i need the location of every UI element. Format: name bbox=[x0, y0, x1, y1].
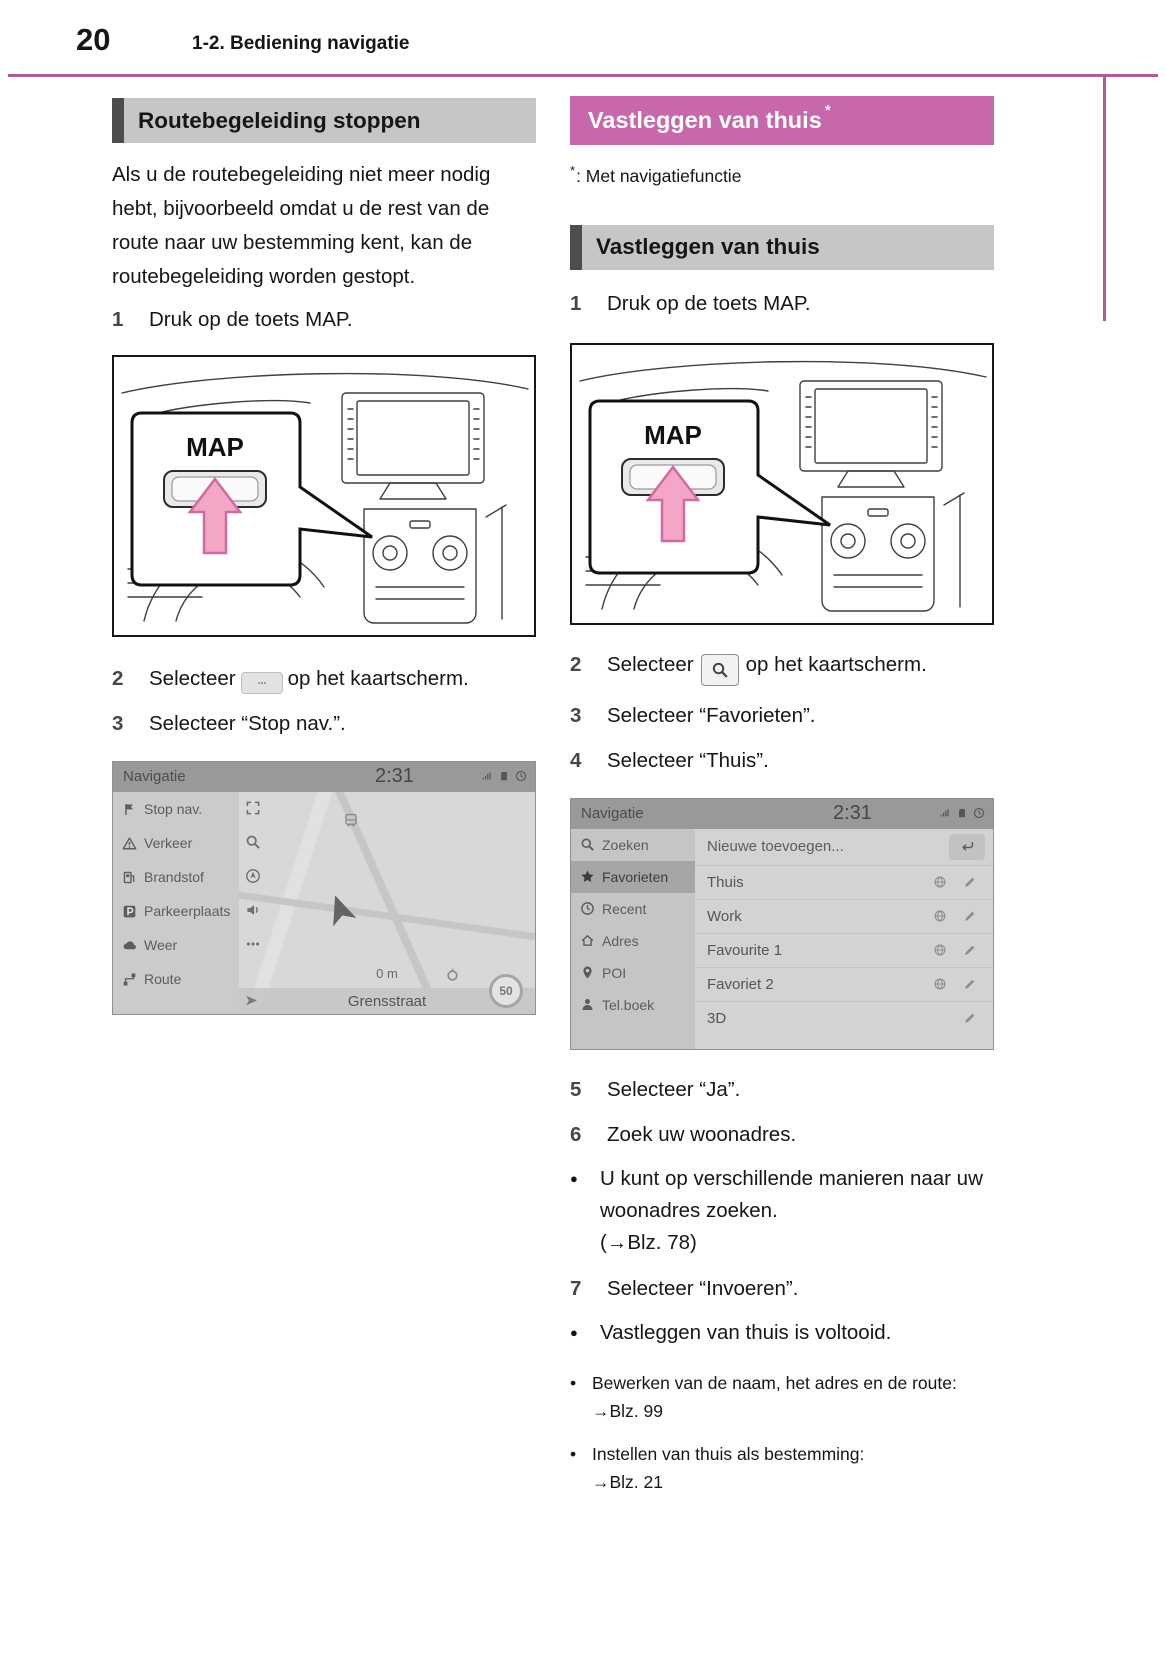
step-number: 4 bbox=[570, 748, 582, 772]
note-bewerken bbox=[570, 1369, 994, 1425]
step-number: 2 bbox=[570, 652, 582, 676]
footnote-text: : Met navigatiefunctie bbox=[576, 165, 742, 186]
menu-label: Tel.boek bbox=[602, 996, 655, 1013]
bullet-dot: ● bbox=[570, 1324, 578, 1340]
favorite-row-3d bbox=[695, 1001, 993, 1035]
pencil-icon bbox=[963, 943, 977, 957]
menu-item-telboek bbox=[571, 989, 695, 1021]
heading-vastleggen-van-thuis bbox=[570, 225, 994, 270]
signal-icon bbox=[939, 807, 951, 819]
menu-label: Zoeken bbox=[602, 836, 649, 853]
menu-label: Parkeerplaats bbox=[144, 903, 231, 919]
dashboard-illustration-right bbox=[570, 343, 994, 625]
return-arrow-icon bbox=[960, 839, 975, 854]
heading-text: Vastleggen van thuis bbox=[588, 107, 822, 133]
direction-arrow-icon bbox=[245, 994, 258, 1007]
step-1-right bbox=[570, 288, 994, 319]
step-text: Selecteer “Stop nav.”. bbox=[149, 712, 346, 735]
step-text: Selecteer “Thuis”. bbox=[607, 748, 769, 772]
note-text: Bewerken van de naam, het adres en de route: →Blz. 99 bbox=[592, 1372, 957, 1421]
favorite-label: Favourite 1 bbox=[707, 941, 783, 959]
bullet-text: Vastleggen van thuis is voltooid. bbox=[600, 1320, 892, 1344]
route-icon bbox=[122, 972, 137, 987]
step-text-pre: Selecteer bbox=[607, 652, 694, 676]
favorites-side-menu bbox=[571, 829, 695, 1049]
map-key-label: MAP bbox=[186, 432, 244, 462]
step-2-right bbox=[570, 649, 994, 686]
menu-item-poi bbox=[571, 957, 695, 989]
panel-header-label: Nieuwe toevoegen... bbox=[707, 838, 844, 856]
speed-limit-value: 50 bbox=[499, 984, 513, 998]
map-area bbox=[239, 792, 535, 1014]
bullet-text-main: U kunt op verschillende manieren naar uw woonadres zoeken. bbox=[600, 1166, 983, 1222]
note-instellen bbox=[570, 1440, 994, 1496]
menu-item-zoeken bbox=[571, 829, 695, 861]
favorite-label: Favoriet 2 bbox=[707, 975, 774, 993]
expand-icon bbox=[245, 800, 261, 816]
globe-icon bbox=[933, 977, 947, 991]
step-4-right bbox=[570, 745, 994, 776]
pencil-icon bbox=[963, 1011, 977, 1025]
magnifier-icon bbox=[580, 837, 595, 852]
bullet-woonadres bbox=[570, 1163, 994, 1259]
statusbar-icons bbox=[939, 807, 985, 819]
compass-icon bbox=[245, 868, 261, 884]
step-number: 1 bbox=[570, 291, 582, 315]
menu-label: Brandstof bbox=[144, 869, 204, 885]
clock-icon bbox=[580, 901, 595, 916]
menu-item-stop-nav bbox=[113, 792, 239, 826]
menu-label: Stop nav. bbox=[144, 801, 203, 817]
step-1-left bbox=[112, 304, 536, 335]
step-text: Druk op de toets MAP. bbox=[149, 308, 353, 331]
favorite-row-favourite-1 bbox=[695, 933, 993, 967]
menu-item-adres bbox=[571, 925, 695, 957]
position-arrow-icon bbox=[318, 887, 362, 931]
screen-clock: 2:31 bbox=[833, 801, 872, 824]
back-button bbox=[949, 834, 985, 860]
bullet-dot: ● bbox=[570, 1170, 578, 1186]
step-number: 3 bbox=[570, 703, 582, 727]
step-3-right bbox=[570, 700, 994, 731]
street-name: Grensstraat bbox=[347, 992, 427, 1010]
screen-title: Navigatie bbox=[581, 804, 644, 822]
page-edge-marker bbox=[1103, 77, 1106, 321]
menu-item-route bbox=[113, 962, 239, 996]
note-dot: • bbox=[570, 1443, 577, 1464]
globe-icon bbox=[933, 909, 947, 923]
signal-icon bbox=[481, 770, 493, 782]
heading-text: Routebegeleiding stoppen bbox=[138, 107, 421, 133]
screen-statusbar bbox=[113, 762, 535, 792]
cloud-icon bbox=[122, 938, 137, 953]
bullet-voltooid bbox=[570, 1317, 994, 1349]
panel-header bbox=[695, 829, 993, 865]
step-number: 6 bbox=[570, 1122, 582, 1146]
bus-icon bbox=[343, 812, 359, 828]
step-text: Selecteer “Favorieten”. bbox=[607, 703, 816, 727]
menu-item-brandstof bbox=[113, 860, 239, 894]
heading-text: Vastleggen van thuis bbox=[596, 234, 820, 260]
right-column bbox=[570, 76, 994, 1496]
note-dot: • bbox=[570, 1372, 577, 1393]
favorites-panel bbox=[695, 829, 993, 1049]
note-text: Instellen van thuis als bestemming: →Blz. 21 bbox=[592, 1443, 865, 1492]
step-number: 1 bbox=[112, 308, 124, 331]
heading-vastleggen-van-thuis-pink bbox=[570, 96, 994, 145]
menu-item-verkeer bbox=[113, 826, 239, 860]
screen-clock: 2:31 bbox=[375, 765, 414, 787]
clock-icon bbox=[515, 770, 527, 782]
menu-label: Weer bbox=[144, 937, 178, 953]
menu-label: Adres bbox=[602, 932, 639, 949]
dots-icon bbox=[245, 936, 261, 952]
sd-card-icon bbox=[498, 770, 510, 782]
favorite-label: 3D bbox=[707, 1009, 727, 1027]
bullet-page-ref: (→Blz. 78) bbox=[600, 1230, 697, 1254]
step-text: Zoek uw woonadres. bbox=[607, 1122, 797, 1146]
search-button-chip bbox=[701, 654, 739, 686]
menu-label: POI bbox=[602, 964, 627, 981]
magnifier-icon bbox=[245, 834, 261, 850]
house-icon bbox=[580, 933, 595, 948]
roundabout-icon bbox=[445, 968, 460, 983]
footnote bbox=[570, 163, 994, 187]
menu-label: Favorieten bbox=[602, 868, 669, 885]
menu-label: Recent bbox=[602, 900, 647, 917]
step-number: 3 bbox=[112, 712, 124, 735]
step-7-right bbox=[570, 1273, 994, 1304]
favorite-row-thuis bbox=[695, 865, 993, 899]
sd-card-icon bbox=[956, 807, 968, 819]
menu-item-weer bbox=[113, 928, 239, 962]
screen-body bbox=[113, 792, 535, 1014]
speed-limit-sign bbox=[489, 974, 523, 1008]
left-column bbox=[112, 76, 536, 1015]
step-text: Selecteer “Invoeren”. bbox=[607, 1276, 799, 1300]
intro-paragraph: Als u de routebegeleiding niet meer nodig hebt, bijvoorbeeld omdat u de rest van de route naar uw bestemming kent, kan de routebegeleiding worden gestopt. bbox=[112, 163, 491, 288]
dashboard-illustration-left bbox=[112, 355, 536, 637]
flag-icon bbox=[122, 802, 137, 817]
step-5-right bbox=[570, 1074, 994, 1105]
screenshot-nav-favorites bbox=[570, 798, 994, 1050]
pin-icon bbox=[580, 965, 595, 980]
page-number: 20 bbox=[76, 22, 111, 57]
step-number: 5 bbox=[570, 1077, 582, 1101]
menu-item-recent bbox=[571, 893, 695, 925]
screen-body bbox=[571, 829, 993, 1049]
step-text-post: op het kaartscherm. bbox=[745, 652, 927, 676]
screen-title: Navigatie bbox=[123, 768, 186, 785]
map-options-button-chip bbox=[241, 672, 283, 694]
footnote-asterisk: * bbox=[570, 163, 576, 178]
warning-triangle-icon bbox=[122, 836, 137, 851]
menu-label: Verkeer bbox=[144, 835, 193, 851]
step-2-left bbox=[112, 663, 536, 694]
heading-asterisk: * bbox=[824, 102, 831, 119]
favorite-label: Work bbox=[707, 907, 742, 925]
favorite-row-work bbox=[695, 899, 993, 933]
person-icon bbox=[580, 997, 595, 1012]
distance-label: 0 m bbox=[376, 966, 398, 981]
menu-item-favorieten bbox=[571, 861, 695, 893]
clock-icon bbox=[973, 807, 985, 819]
step-3-left bbox=[112, 708, 536, 739]
pencil-icon bbox=[963, 875, 977, 889]
step-6-right bbox=[570, 1119, 994, 1150]
step-text: Selecteer “Ja”. bbox=[607, 1077, 741, 1101]
favorite-row-favoriet-2 bbox=[695, 967, 993, 1001]
magnifier-icon bbox=[711, 661, 729, 679]
step-text-pre: Selecteer bbox=[149, 667, 236, 690]
map-key-label: MAP bbox=[644, 419, 702, 450]
step-text bbox=[607, 649, 994, 686]
section-title: 1-2. Bediening navigatie bbox=[192, 33, 410, 54]
step-text bbox=[149, 663, 536, 694]
pencil-icon bbox=[963, 977, 977, 991]
star-icon bbox=[580, 869, 595, 884]
menu-item-parkeerplaats bbox=[113, 894, 239, 928]
step-number: 2 bbox=[112, 667, 124, 690]
heading-routebegeleiding-stoppen bbox=[112, 98, 536, 143]
step-text: Druk op de toets MAP. bbox=[607, 291, 811, 315]
globe-icon bbox=[933, 875, 947, 889]
menu-label: Route bbox=[144, 971, 182, 987]
favorite-label: Thuis bbox=[707, 873, 744, 891]
statusbar-icons bbox=[481, 770, 527, 782]
screenshot-nav-map bbox=[112, 761, 536, 1015]
map-side-menu bbox=[113, 792, 239, 1014]
bullet-text bbox=[600, 1163, 994, 1259]
speaker-icon bbox=[245, 902, 261, 918]
screen-statusbar bbox=[571, 799, 993, 829]
globe-icon bbox=[933, 943, 947, 957]
pencil-icon bbox=[963, 909, 977, 923]
step-number: 7 bbox=[570, 1276, 582, 1300]
dots-icon bbox=[251, 678, 273, 688]
step-text-post: op het kaartscherm. bbox=[287, 667, 469, 690]
parking-icon bbox=[122, 904, 137, 919]
map-controls bbox=[245, 800, 261, 952]
fuel-pump-icon bbox=[122, 870, 137, 885]
